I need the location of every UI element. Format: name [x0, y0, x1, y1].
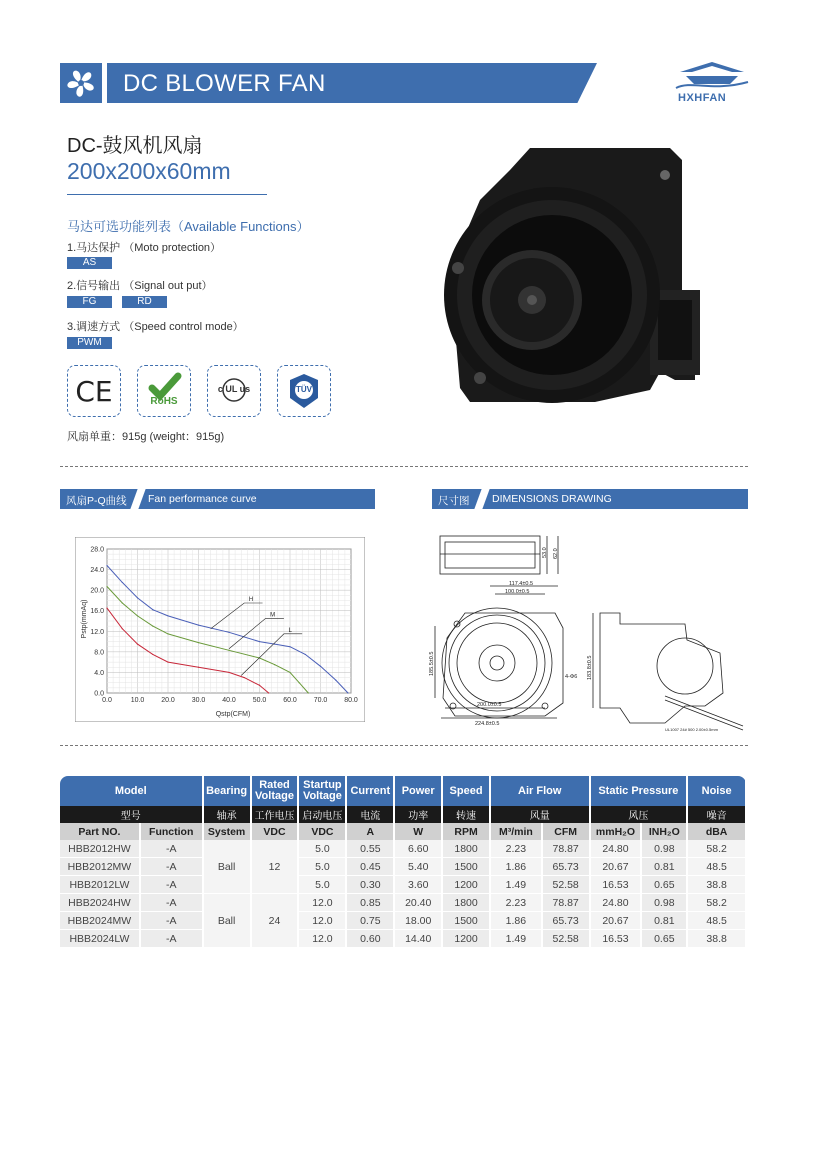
- data-point: [299, 682, 300, 683]
- table-cell: 5.0: [298, 876, 346, 894]
- product-size: 200x200x60mm: [67, 158, 231, 184]
- table-header-cn: 功率: [394, 806, 442, 823]
- table-unit: Part NO.: [60, 823, 140, 840]
- table-cell: 58.2: [687, 894, 746, 912]
- data-point: [268, 692, 269, 693]
- table-header: Air Flow: [490, 776, 590, 806]
- x-tick-label: 80.0: [344, 697, 358, 704]
- table-header-row: [60, 776, 746, 806]
- table-header-cn: 型号: [60, 806, 203, 823]
- table-cell: 48.5: [687, 912, 746, 930]
- table-cell: 3.60: [394, 876, 442, 894]
- table-cell: 38.8: [687, 876, 746, 894]
- data-point: [137, 644, 138, 645]
- table-row: [60, 930, 746, 948]
- series-label-m: M: [270, 612, 276, 619]
- table-cell: 0.81: [641, 912, 687, 930]
- table-cell: 1.49: [490, 876, 542, 894]
- tuv-mark-icon: TÜV: [277, 365, 331, 417]
- table-cell: 0.81: [641, 858, 687, 876]
- data-point: [305, 654, 306, 655]
- table-unit: A: [346, 823, 394, 840]
- table-cell: -A: [140, 894, 203, 912]
- table-cell: 1500: [442, 912, 490, 930]
- dim-label: 4-Φ6: [565, 674, 578, 680]
- data-point: [122, 602, 123, 603]
- dim-label: 183.8±0.5: [587, 655, 593, 680]
- table-unit: Function: [140, 823, 203, 840]
- y-tick-label: 12.0: [90, 628, 104, 636]
- dimensions-drawing: [425, 528, 750, 738]
- x-axis-label: Qstp(CFM): [215, 711, 251, 718]
- brand-name: HXHFAN: [678, 92, 727, 104]
- x-tick-label: 0.0: [102, 697, 112, 704]
- data-point: [122, 582, 123, 583]
- fan-logo-icon: [60, 63, 102, 103]
- x-tick-label: 10.0: [130, 697, 145, 704]
- dim-section-cn: 尺寸图: [438, 495, 470, 507]
- table-cell: 1800: [442, 894, 490, 912]
- table-header: Model: [60, 776, 203, 806]
- data-point: [152, 609, 153, 610]
- data-point: [347, 692, 348, 693]
- data-point: [228, 672, 229, 673]
- data-point: [335, 680, 336, 681]
- section-divider: [60, 466, 748, 467]
- table-header: Speed: [442, 776, 490, 806]
- data-point: [152, 626, 153, 627]
- title-underline: [67, 194, 267, 195]
- table-cell: 0.98: [641, 840, 687, 858]
- table-cell: 58.2: [687, 840, 746, 858]
- table-header: Rated Voltage: [251, 776, 299, 806]
- y-tick-label: 16.0: [90, 608, 104, 616]
- table-header-cn: 风量: [490, 806, 590, 823]
- table-cell: 52.58: [542, 930, 590, 948]
- table-cell: 0.45: [346, 858, 394, 876]
- curve-section-cn: 风扇P-Q曲线: [66, 495, 127, 507]
- table-unit: W: [394, 823, 442, 840]
- table-cell: 12: [251, 840, 299, 894]
- table-cell: 12.0: [298, 930, 346, 948]
- product-photo: [420, 140, 700, 410]
- table-cell: 0.55: [346, 840, 394, 858]
- table-cell: 52.58: [542, 876, 590, 894]
- table-unit-row: [60, 823, 746, 840]
- curve-section-en: Fan performance curve: [148, 493, 257, 505]
- table-cell: -A: [140, 858, 203, 876]
- data-point: [198, 642, 199, 643]
- data-point: [106, 565, 107, 566]
- spec-table: [60, 776, 747, 948]
- table-cell: 78.87: [542, 840, 590, 858]
- table-cell: 0.30: [346, 876, 394, 894]
- dim-section-en: DIMENSIONS DRAWING: [492, 493, 612, 505]
- table-header-cn: 轴承: [203, 806, 251, 823]
- table-cell: 20.40: [394, 894, 442, 912]
- table-row: [60, 912, 746, 930]
- y-tick-label: 8.0: [94, 649, 104, 657]
- y-tick-label: 24.0: [90, 567, 104, 575]
- table-header: Current: [346, 776, 394, 806]
- data-point: [228, 650, 229, 651]
- table-cell: 65.73: [542, 858, 590, 876]
- dim-label: 224.8±0.5: [475, 721, 500, 727]
- y-axis-label: Pstp(mmAq): [81, 599, 88, 639]
- table-cell: 12.0: [298, 912, 346, 930]
- table-unit: mmH₂O: [590, 823, 642, 840]
- ul-mark-icon: c UL us: [207, 365, 261, 417]
- table-cell: 0.98: [641, 894, 687, 912]
- data-point: [274, 664, 275, 665]
- table-unit: M³/min: [490, 823, 542, 840]
- data-point: [198, 625, 199, 626]
- table-cell: 20.67: [590, 912, 642, 930]
- table-cell: 1200: [442, 930, 490, 948]
- x-tick-label: 50.0: [252, 697, 267, 704]
- table-cell: 24.80: [590, 840, 642, 858]
- y-tick-label: 28.0: [90, 546, 104, 554]
- table-cell: 5.40: [394, 858, 442, 876]
- data-point: [320, 666, 321, 667]
- table-unit: VDC: [251, 823, 299, 840]
- table-header-cn: 噪音: [687, 806, 746, 823]
- data-point: [228, 632, 229, 633]
- pq-chart: [75, 537, 365, 722]
- product-name-cn: DC-鼓风机风扇: [67, 135, 203, 157]
- tag-as: AS: [67, 257, 112, 269]
- table-unit: INH₂O: [641, 823, 687, 840]
- table-cell: 1800: [442, 840, 490, 858]
- table-cell: 16.53: [590, 876, 642, 894]
- table-cell: 1.86: [490, 912, 542, 930]
- table-cell: 12.0: [298, 894, 346, 912]
- table-cell: 2.23: [490, 840, 542, 858]
- table-cell: -A: [140, 912, 203, 930]
- data-point: [167, 662, 168, 663]
- table-header: Static Pressure: [590, 776, 688, 806]
- table-cell: 0.75: [346, 912, 394, 930]
- table-unit: dBA: [687, 823, 746, 840]
- series-label-h: H: [248, 597, 254, 603]
- x-tick-label: 20.0: [161, 697, 175, 704]
- series-label-l: L: [288, 627, 292, 634]
- table-cell: Ball: [203, 894, 251, 948]
- data-point: [167, 615, 168, 616]
- data-point: [106, 586, 107, 587]
- table-cell: HBB2012HW: [60, 840, 140, 858]
- table-cell: 20.67: [590, 858, 642, 876]
- x-tick-label: 70.0: [313, 697, 328, 704]
- dim-label: 200.0±0.5: [477, 702, 502, 708]
- table-row: [60, 858, 746, 876]
- fan-weight: 风扇单重：915g (weight：915g): [67, 431, 225, 443]
- table-unit: CFM: [542, 823, 590, 840]
- table-cell: 38.8: [687, 930, 746, 948]
- data-point: [137, 615, 138, 616]
- function-item-signal: 2.信号输出 （Signal out put）: [67, 280, 213, 292]
- tag-fg: FG: [67, 296, 112, 308]
- table-cell: 24.80: [590, 894, 642, 912]
- x-tick-label: 60.0: [283, 697, 297, 704]
- table-header-cn: 启动电压: [298, 806, 346, 823]
- table-cell: 1500: [442, 858, 490, 876]
- table-row: [60, 894, 746, 912]
- x-tick-label: 40.0: [222, 697, 236, 704]
- table-cell: 24: [251, 894, 299, 948]
- table-cell: Ball: [203, 840, 251, 894]
- table-cell: 0.60: [346, 930, 394, 948]
- table-header-cn: 风压: [590, 806, 688, 823]
- tag-rd: RD: [122, 296, 167, 308]
- data-point: [152, 654, 153, 655]
- y-tick-label: 0.0: [94, 690, 104, 698]
- dim-label: 185.5±0.5: [429, 651, 435, 676]
- table-cell: HBB2024MW: [60, 912, 140, 930]
- table-cell: 1.49: [490, 930, 542, 948]
- table-cell: 0.85: [346, 894, 394, 912]
- table-cell: HBB2012LW: [60, 876, 140, 894]
- data-point: [122, 628, 123, 629]
- table-cell: 6.60: [394, 840, 442, 858]
- table-cell: 2.23: [490, 894, 542, 912]
- table-cell: 16.53: [590, 930, 642, 948]
- table-header: Bearing: [203, 776, 251, 806]
- data-point: [244, 677, 245, 678]
- data-point: [137, 597, 138, 598]
- function-item-speed: 3.调速方式 （Speed control mode）: [67, 321, 244, 333]
- function-item-protection: 1.马达保护 （Moto protection）: [67, 242, 222, 254]
- table-header: Startup Voltage: [298, 776, 346, 806]
- y-tick-label: 4.0: [94, 669, 104, 677]
- dim-label: UL1007 24# 500 2.00±0.5mm: [665, 727, 718, 732]
- table-cell: -A: [140, 876, 203, 894]
- functions-title: 马达可选功能列表（Available Functions）: [67, 219, 310, 234]
- dim-label: 100.0±0.5: [505, 589, 530, 595]
- table-cell: 1.86: [490, 858, 542, 876]
- table-cell: 5.0: [298, 858, 346, 876]
- table-cell: 65.73: [542, 912, 590, 930]
- table-cell: 0.65: [641, 876, 687, 894]
- data-point: [289, 646, 290, 647]
- page-title: DC BLOWER FAN: [123, 70, 326, 97]
- table-header: Power: [394, 776, 442, 806]
- table-cell: 18.00: [394, 912, 442, 930]
- dim-label: 62.0: [553, 548, 559, 559]
- table-cell: -A: [140, 840, 203, 858]
- table-cell: 0.65: [641, 930, 687, 948]
- y-tick-label: 20.0: [90, 587, 104, 595]
- table-row: [60, 876, 746, 894]
- data-point: [308, 692, 309, 693]
- tag-pwm: PWM: [67, 337, 112, 349]
- section-divider: [60, 745, 748, 746]
- table-header-cn: 工作电压: [251, 806, 299, 823]
- table-header-cn: 电流: [346, 806, 394, 823]
- table-header-row-cn: [60, 806, 746, 823]
- table-cell: HBB2012MW: [60, 858, 140, 876]
- table-cell: 5.0: [298, 840, 346, 858]
- table-cell: 48.5: [687, 858, 746, 876]
- table-cell: HBB2024HW: [60, 894, 140, 912]
- data-point: [259, 685, 260, 686]
- table-unit: System: [203, 823, 251, 840]
- dim-label: 117.4±0.5: [509, 581, 534, 587]
- table-header-cn: 转速: [442, 806, 490, 823]
- data-point: [274, 644, 275, 645]
- table-cell: 1200: [442, 876, 490, 894]
- data-point: [259, 641, 260, 642]
- rohs-icon: RoHS: [137, 365, 191, 417]
- table-row: [60, 840, 746, 858]
- table-cell: -A: [140, 930, 203, 948]
- x-tick-label: 30.0: [191, 697, 206, 704]
- table-unit: VDC: [298, 823, 346, 840]
- table-header: Noise: [687, 776, 746, 806]
- data-point: [198, 667, 199, 668]
- table-cell: 14.40: [394, 930, 442, 948]
- table-unit: RPM: [442, 823, 490, 840]
- data-point: [289, 672, 290, 673]
- dim-label: 53.0: [542, 547, 548, 558]
- data-point: [167, 633, 168, 634]
- data-point: [106, 608, 107, 609]
- table-cell: 78.87: [542, 894, 590, 912]
- table-cell: HBB2024LW: [60, 930, 140, 948]
- ce-mark-icon: CE: [67, 365, 121, 417]
